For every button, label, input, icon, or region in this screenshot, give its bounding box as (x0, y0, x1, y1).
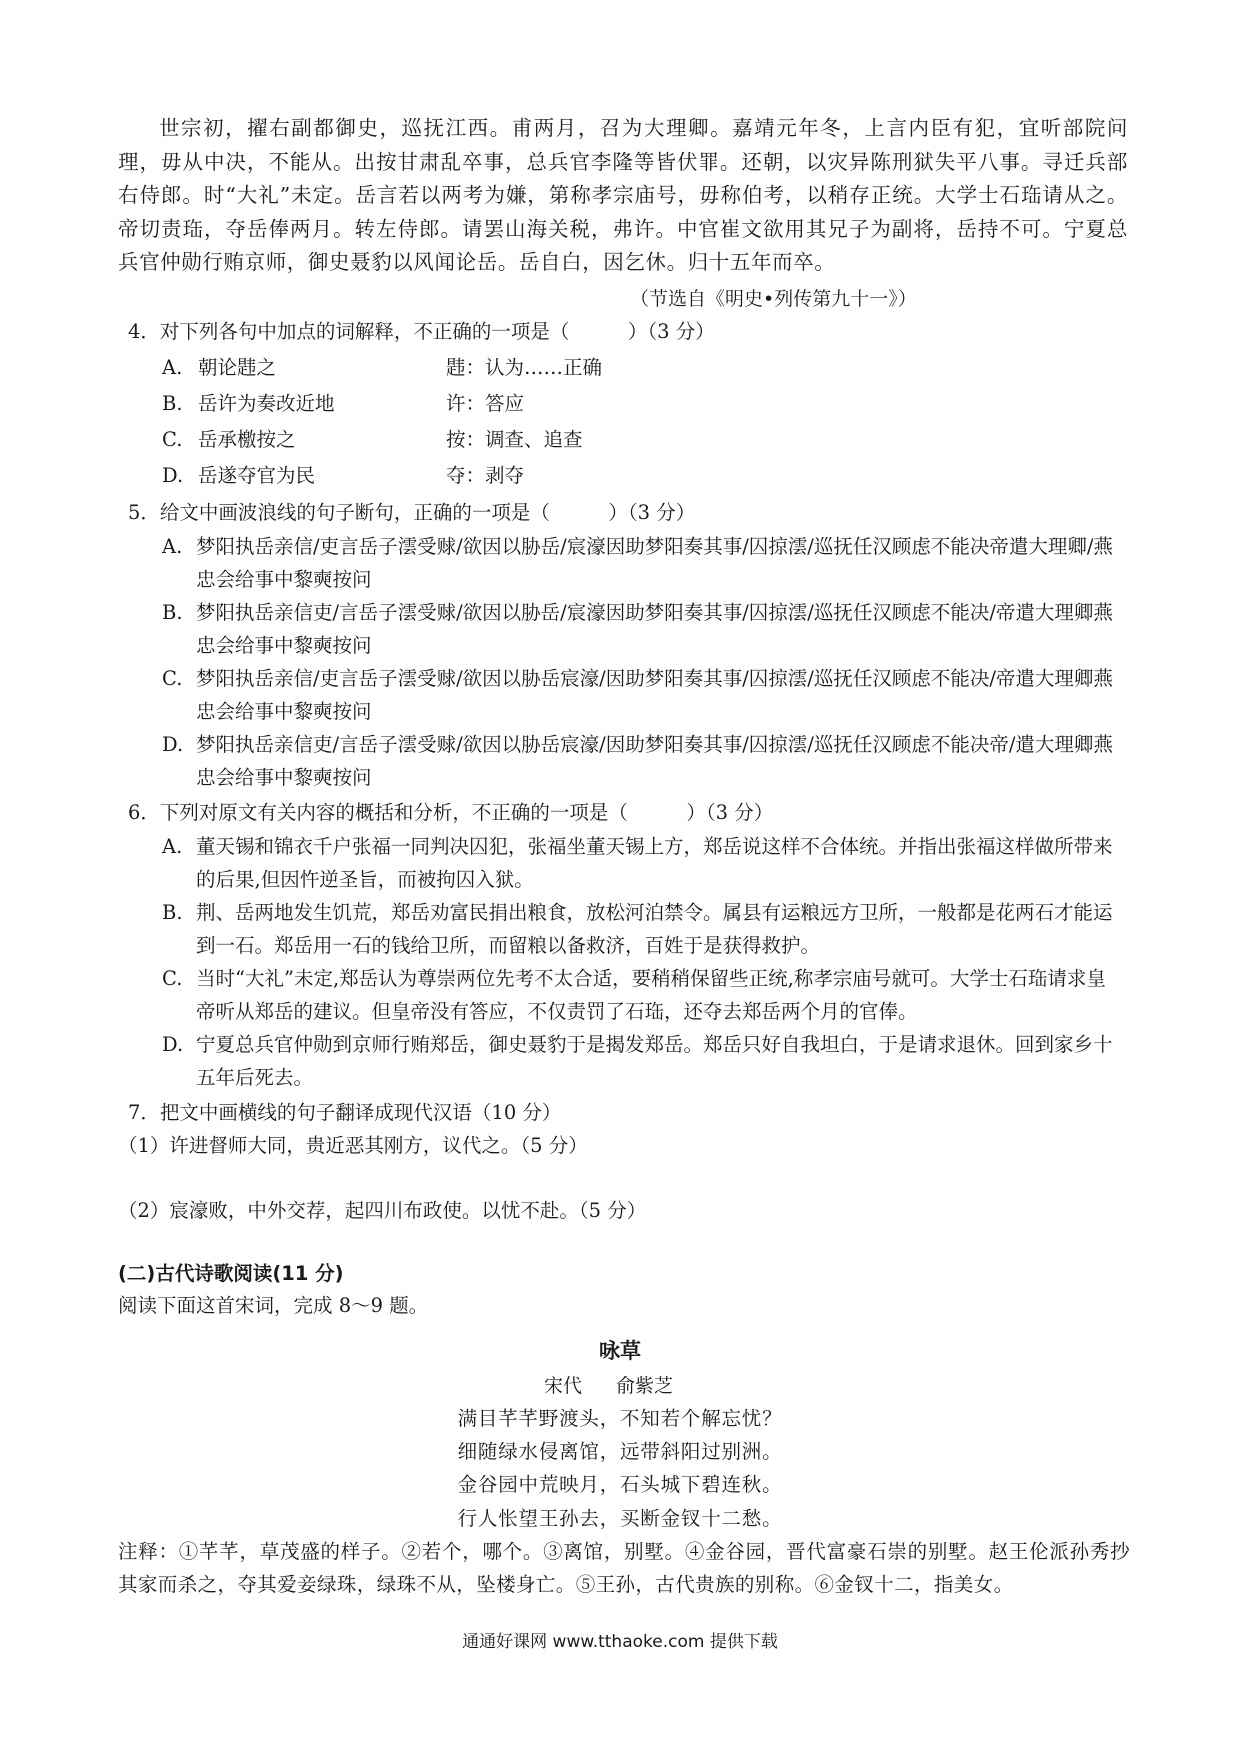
option-gloss: 韪：认为……正确 (446, 356, 603, 379)
poem-dynasty: 宋代 (544, 1375, 583, 1397)
question-7-stem: 7．把文中画横线的句子翻译成现代汉语（10 分） (128, 1101, 562, 1124)
option-letter: B. (162, 601, 183, 624)
option-letter: D. (162, 1033, 184, 1056)
q6-option-c (162, 962, 1122, 1028)
q4-option-c (162, 424, 583, 452)
option-letter: D. (162, 733, 184, 756)
passage-paragraph: 世宗初，擢右副都御史，巡抚江西。甫两月，召为大理卿。嘉靖元年冬，上言内臣有犯，宜听部院问理，毋从中决，不能从。出按甘肃乱卒事，总兵官李隆等皆伏罪。还朝，以灾异陈刑狱失平八事。寻迁兵部右侍郎。时“大礼”未定。岳言若以两考为嫌，第称孝宗庙号，毋称伯考，以稍存正统。大学士石珤请从之。帝切责珤，夺岳俸两月。转左侍郎。请罢山海关税，弗许。中官崔文欲用其兄子为副将，岳持不可。宁夏总兵官仲勋行贿京师，御史聂豹以风闻论岳。岳自白，因乞休。归十五年而卒。 (118, 116, 1128, 274)
question-7-part-1: （1）许进督师大同，贵近恶其刚方，议代之。（5 分） (118, 1134, 588, 1157)
option-letter: C. (162, 428, 183, 451)
option-letter: B. (162, 392, 183, 415)
q4-option-b (162, 388, 524, 416)
notes-text: 注释：①芊芊，草茂盛的样子。②若个，哪个。③离馆，别墅。④金谷园，晋代富豪石崇的别墅。赵王伦派孙秀抄其家而杀之，夺其爱妾绿珠，绿珠不从，坠楼身亡。⑤王孙，古代贵族的别称。⑥金钗十二，指美女。 (118, 1540, 1130, 1596)
question-5-stem: 5．给文中画波浪线的句子断句，正确的一项是（ ）（3 分） (128, 501, 696, 524)
poem-author: 俞紫芝 (616, 1375, 674, 1397)
option-letter: A. (162, 356, 183, 379)
option-text: 岳遂夺官为民 (198, 464, 316, 487)
q5-option-a (162, 530, 1122, 596)
option-text: 岳承檄按之 (198, 428, 296, 451)
q4-option-d (162, 460, 524, 488)
option-letter: A. (162, 835, 183, 858)
poem-line: 行人怅望王孙去，买断金钗十二愁。 (457, 1507, 783, 1530)
option-text: 朝论韪之 (198, 356, 277, 379)
page-footer: 通通好课网 www.tthaoke.com 提供下载 (462, 1632, 778, 1652)
poem-byline (544, 1371, 673, 1398)
classical-passage (118, 112, 1128, 280)
option-letter: C. (162, 667, 183, 690)
option-letter: B. (162, 901, 183, 924)
poem-notes (118, 1502, 1130, 1601)
q4-option-a (162, 352, 602, 380)
option-text: 董天锡和锦衣千户张福一同判决囚犯，张福坐董天锡上方，郑岳说这样不合体统。并指出张福这样做所带来的后果,但因忤逆圣旨，而被拘囚入狱。 (196, 835, 1113, 891)
option-text: 梦阳执岳亲信吏/言岳子澐受赇/欲因以胁岳/宸濠因助梦阳奏其事/囚掠澐/巡抚任汉顾虑不能决/帝遣大理卿燕忠会给事中黎奭按问 (196, 601, 1113, 657)
question-6-stem: 6．下列对原文有关内容的概括和分析，不正确的一项是（ ）（3 分） (128, 801, 774, 824)
section-heading: (二)古代诗歌阅读(11 分) (118, 1262, 344, 1285)
option-text: 荆、岳两地发生饥荒，郑岳劝富民捐出粮食，放松河泊禁令。属县有运粮远方卫所，一般都是花两石才能运到一石。郑岳用一石的钱给卫所，而留粮以备救济，百姓于是获得救护。 (196, 901, 1113, 957)
q5-option-c (162, 662, 1122, 728)
q6-option-a (162, 830, 1122, 896)
question-4-stem: 4．对下列各句中加点的词解释，不正确的一项是（ ）（3 分） (128, 320, 715, 343)
poem-line: 金谷园中荒映月，石头城下碧连秋。 (457, 1473, 783, 1496)
q5-option-b (162, 596, 1122, 662)
q5-option-d (162, 728, 1122, 794)
passage-source: （节选自《明史•列传第九十一》） (630, 288, 917, 310)
option-letter: A. (162, 535, 183, 558)
question-7-part-2: （2）宸濠败，中外交荐，起四川布政使。以忧不赴。（5 分） (118, 1199, 647, 1222)
section-instruction: 阅读下面这首宋词，完成 8～9 题。 (118, 1294, 429, 1317)
option-gloss: 许：答应 (446, 392, 525, 415)
option-text: 梦阳执岳亲信吏/言岳子澐受赇/欲因以胁岳宸濠/因助梦阳奏其事/囚掠澐/巡抚任汉顾虑不能决帝/遣大理卿燕忠会给事中黎奭按问 (196, 733, 1113, 789)
option-letter: D. (162, 464, 184, 487)
option-letter: C. (162, 967, 183, 990)
option-text: 宁夏总兵官仲勋到京师行贿郑岳，御史聂豹于是揭发郑岳。郑岳只好自我坦白，于是请求退休。回到家乡十五年后死去。 (196, 1033, 1113, 1089)
option-text: 岳许为奏改近地 (198, 392, 335, 415)
option-text: 梦阳执岳亲信/吏言岳子澐受赇/欲因以胁岳宸濠/因助梦阳奏其事/囚掠澐/巡抚任汉顾虑不能决/帝遣大理卿燕忠会给事中黎奭按问 (196, 667, 1113, 723)
q6-option-b (162, 896, 1122, 962)
poem-line: 细随绿水侵离馆，远带斜阳过别洲。 (457, 1440, 783, 1463)
poem-line: 满目芊芊野渡头，不知若个解忘忧？ (457, 1407, 783, 1430)
option-gloss: 夺：剥夺 (446, 464, 525, 487)
option-gloss: 按：调查、追查 (446, 428, 583, 451)
option-text: 当时“大礼”未定,郑岳认为尊崇两位先考不太合适，要稍稍保留些正统,称孝宗庙号就可。大学士石珤请求皇帝听从郑岳的建议。但皇帝没有答应，不仅责罚了石珤，还夺去郑岳两个月的官俸。 (196, 967, 1106, 1023)
poem-title: 咏草 (599, 1339, 641, 1363)
q6-option-d (162, 1028, 1122, 1094)
option-text: 梦阳执岳亲信/吏言岳子澐受赇/欲因以胁岳/宸濠因助梦阳奏其事/囚掠澐/巡抚任汉顾虑不能决帝遣大理卿/燕忠会给事中黎奭按问 (196, 535, 1113, 591)
